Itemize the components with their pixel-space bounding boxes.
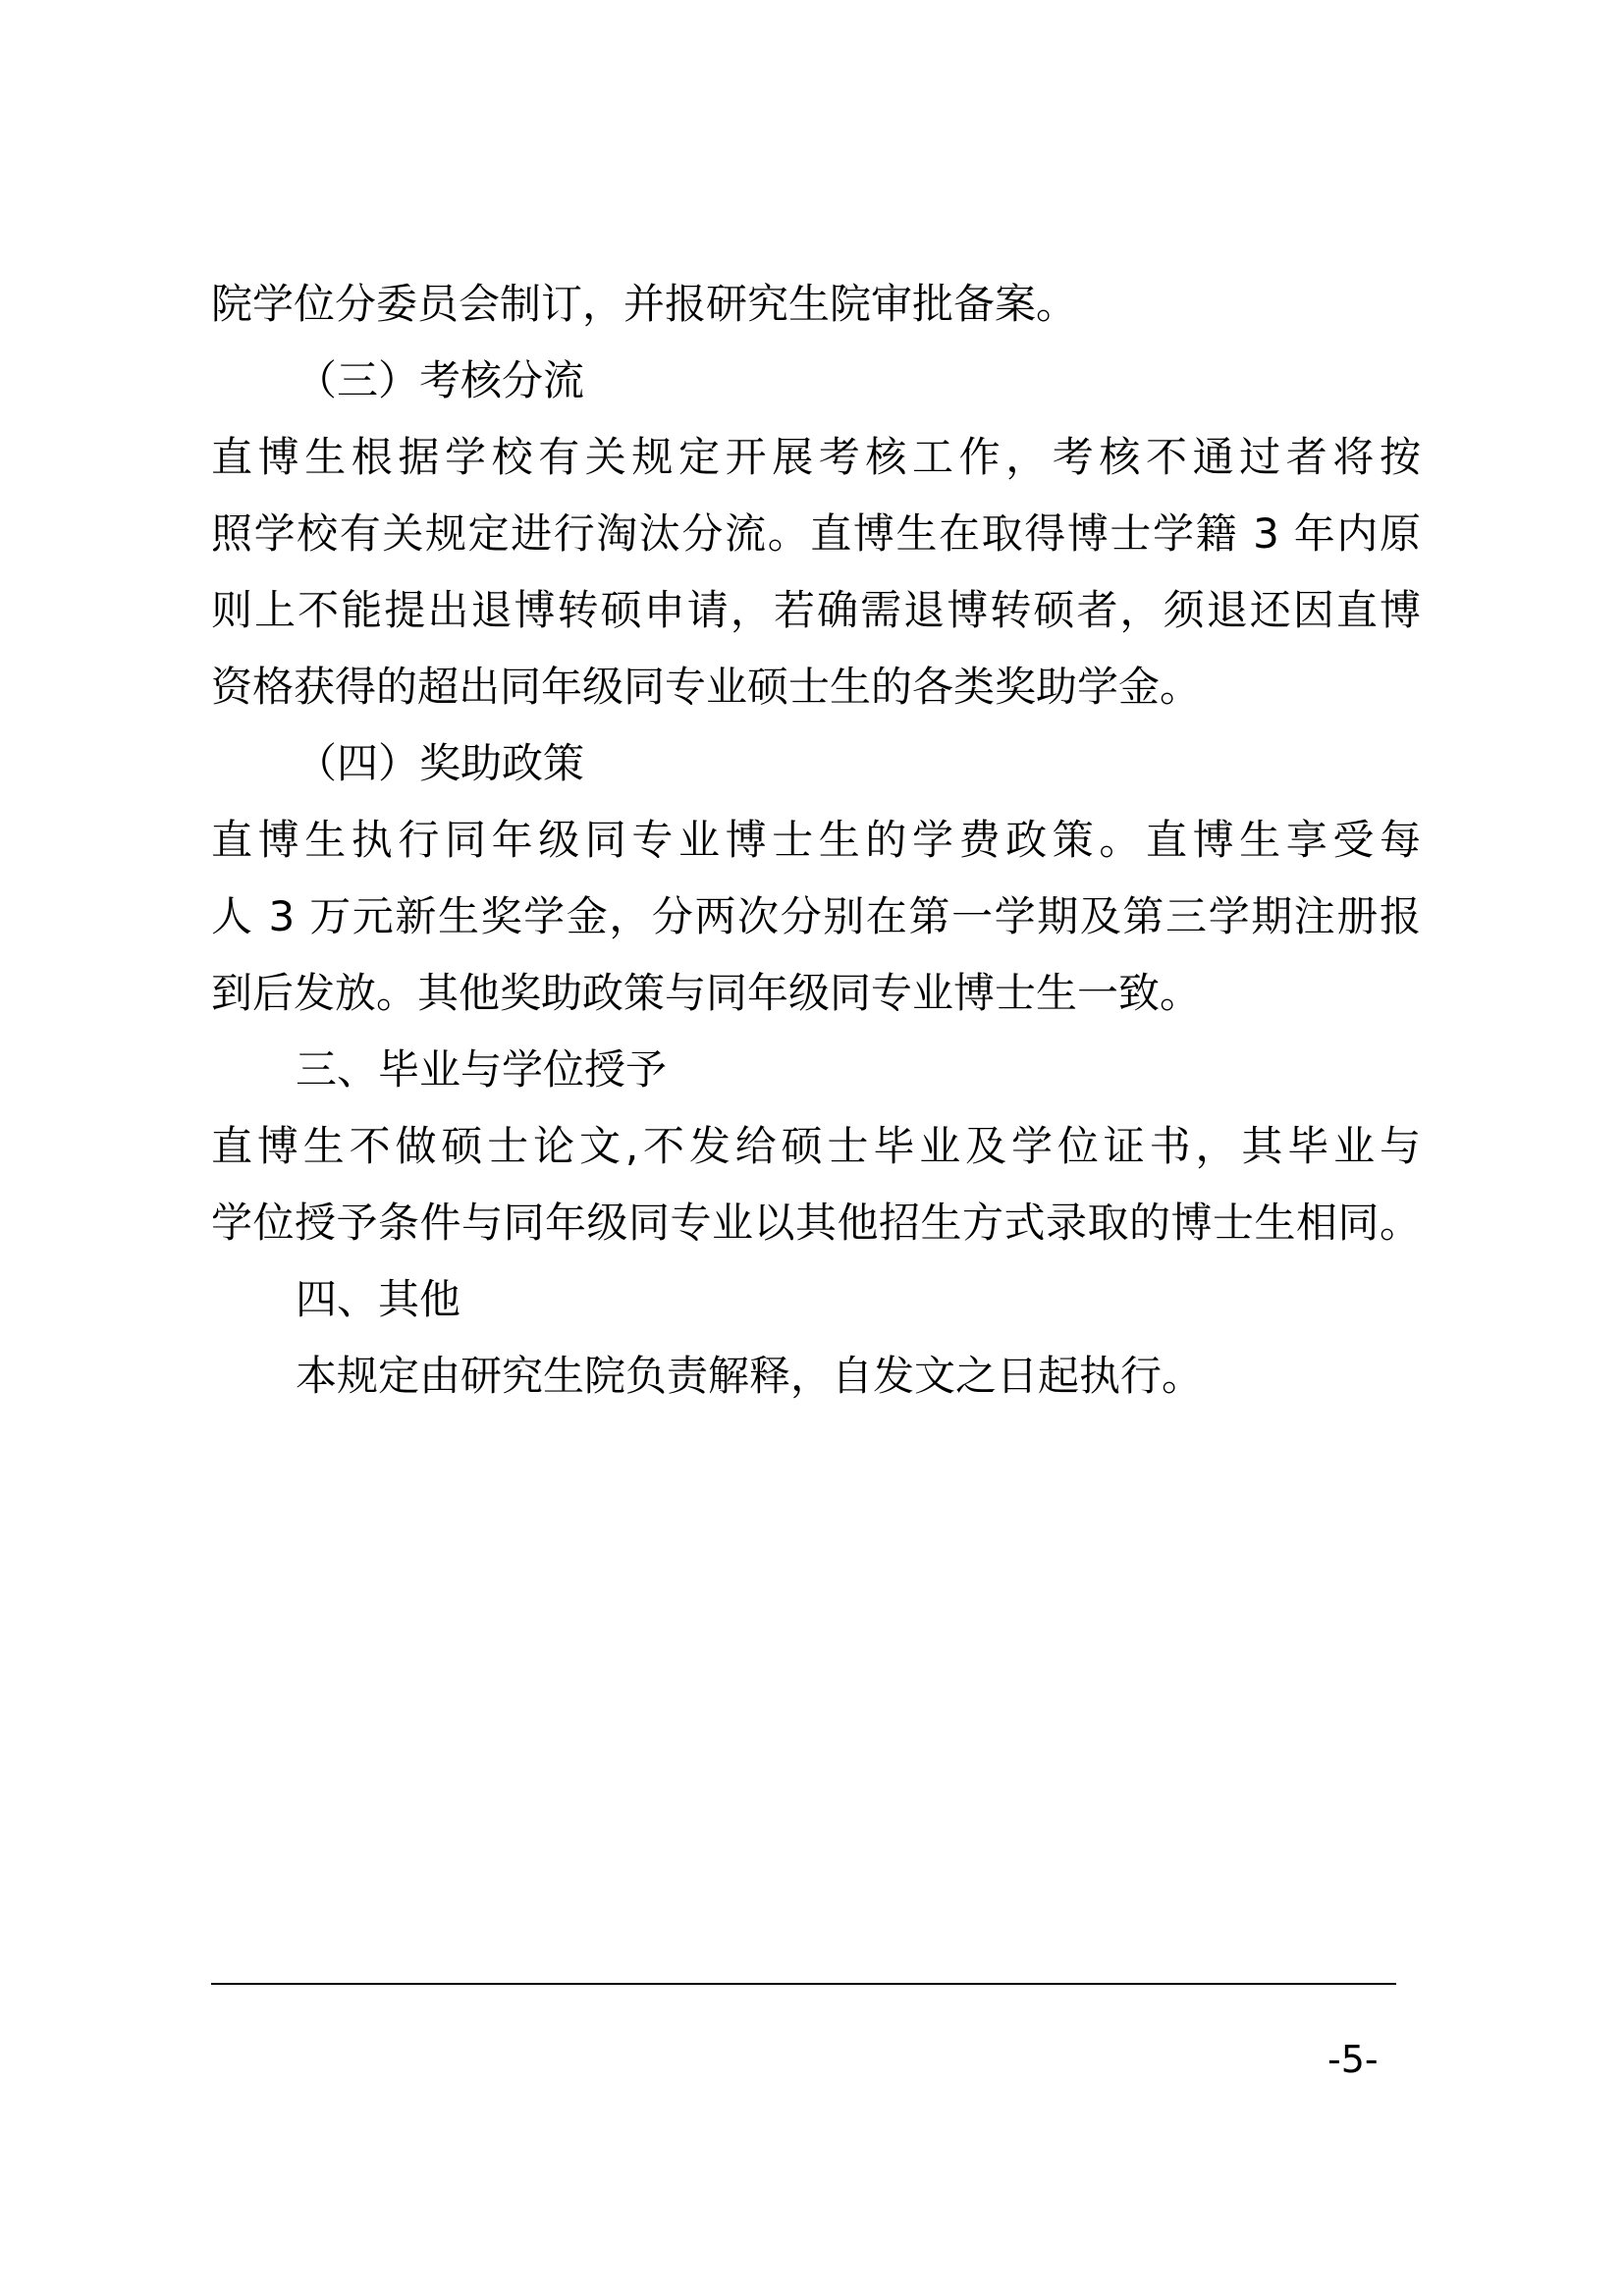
footer-divider bbox=[211, 1983, 1396, 1985]
section-heading: 三、毕业与学位授予 bbox=[296, 1045, 668, 1094]
body-text-line: 直博生根据学校有关规定开展考核工作，考核不通过者将按 bbox=[211, 433, 1421, 481]
page-number: -5- bbox=[1327, 2038, 1379, 2081]
body-text-line: 学位授予条件与同年级同专业以其他招生方式录取的博士生相同。 bbox=[211, 1199, 1421, 1247]
body-text-line: 本规定由研究生院负责解释，自发文之日起执行。 bbox=[296, 1352, 1204, 1400]
body-text-line: 则上不能提出退博转硕申请，若确需退博转硕者，须退还因直博 bbox=[211, 586, 1421, 634]
body-text-line: 照学校有关规定进行淘汰分流。直博生在取得博士学籍 3 年内原 bbox=[211, 509, 1421, 558]
section-heading: 四、其他 bbox=[296, 1275, 461, 1323]
body-text-line: 直博生不做硕士论文,不发给硕士毕业及学位证书，其毕业与 bbox=[211, 1122, 1421, 1170]
body-text-line: 资格获得的超出同年级同专业硕士生的各类奖助学金。 bbox=[211, 663, 1202, 711]
section-heading: （三）考核分流 bbox=[296, 356, 585, 404]
body-text-line: 直博生执行同年级同专业博士生的学费政策。直博生享受每 bbox=[211, 816, 1421, 864]
body-text-line: 到后发放。其他奖助政策与同年级同专业博士生一致。 bbox=[211, 969, 1202, 1017]
body-text-line: 院学位分委员会制订，并报研究生院审批备案。 bbox=[211, 280, 1078, 328]
section-heading: （四）奖助政策 bbox=[296, 739, 585, 787]
body-text-line: 人 3 万元新生奖学金，分两次分别在第一学期及第三学期注册报 bbox=[211, 892, 1421, 940]
